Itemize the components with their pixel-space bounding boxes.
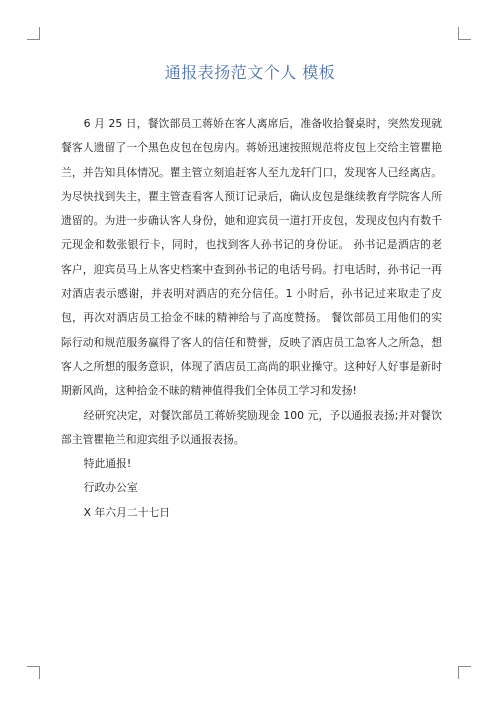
issue-date: X 年六月二十七日 xyxy=(83,505,171,519)
body-paragraph-1: 6 月 25 日，餐饮部员工蒋娇在客人离席后，准备收拾餐桌时，突然发现就餐客人遗留了一个黑色皮包在包房内。蒋娇迅速按照规范将皮包上交给主管瞿艳兰，并告知具体情况。瞿主管立刻追赶客人至九龙轩门口，发现客人已经离店。为尽快找到失主，瞿主管查看客人预订记录后，确认皮包是继续教育学院客人所遗留的。为进一步确认客人身份，她和迎宾员一道打开皮包，发现皮包内有数千元现金和数张银行卡，同时，也找到客人孙书记的身份证。 孙书记是酒店的老客户，迎宾员马上从客史档案中查到孙书记的电话号码。打电话时，孙书记一再对酒店表示感谢，并表明对酒店的充分信任。1 小时后，孙书记过来取走了皮包，再次对酒店员工拾金不昧的精神给与了高度赞扬。 餐饮部员工用他们的实际行动和规范服务赢得了客人的信任和赞誉，反映了酒店员工急客人之所急，想客人之所想的服务意识，体现了酒店员工高尚的职业操守。这种好人好事是新时期新风尚，这种拾金不昧的精神值得我们全体员工学习和发扬! xyxy=(61,117,442,398)
crop-mark-bottom-left xyxy=(27,666,40,679)
document-title: 通报表扬范文个人 模板 xyxy=(164,63,336,82)
document-body xyxy=(61,112,442,525)
crop-mark-bottom-right xyxy=(458,666,471,679)
crop-mark-top-left xyxy=(27,27,40,40)
crop-mark-top-right xyxy=(458,27,471,40)
issuer-name: 行政办公室 xyxy=(83,481,138,495)
body-paragraph-2: 经研究决定，对餐饮部员工蒋娇奖励现金 100 元，予以通报表扬;并对餐饮部主管瞿艳兰和迎宾组予以通报表扬。 xyxy=(61,408,442,446)
closing-line: 特此通报! xyxy=(83,457,132,471)
